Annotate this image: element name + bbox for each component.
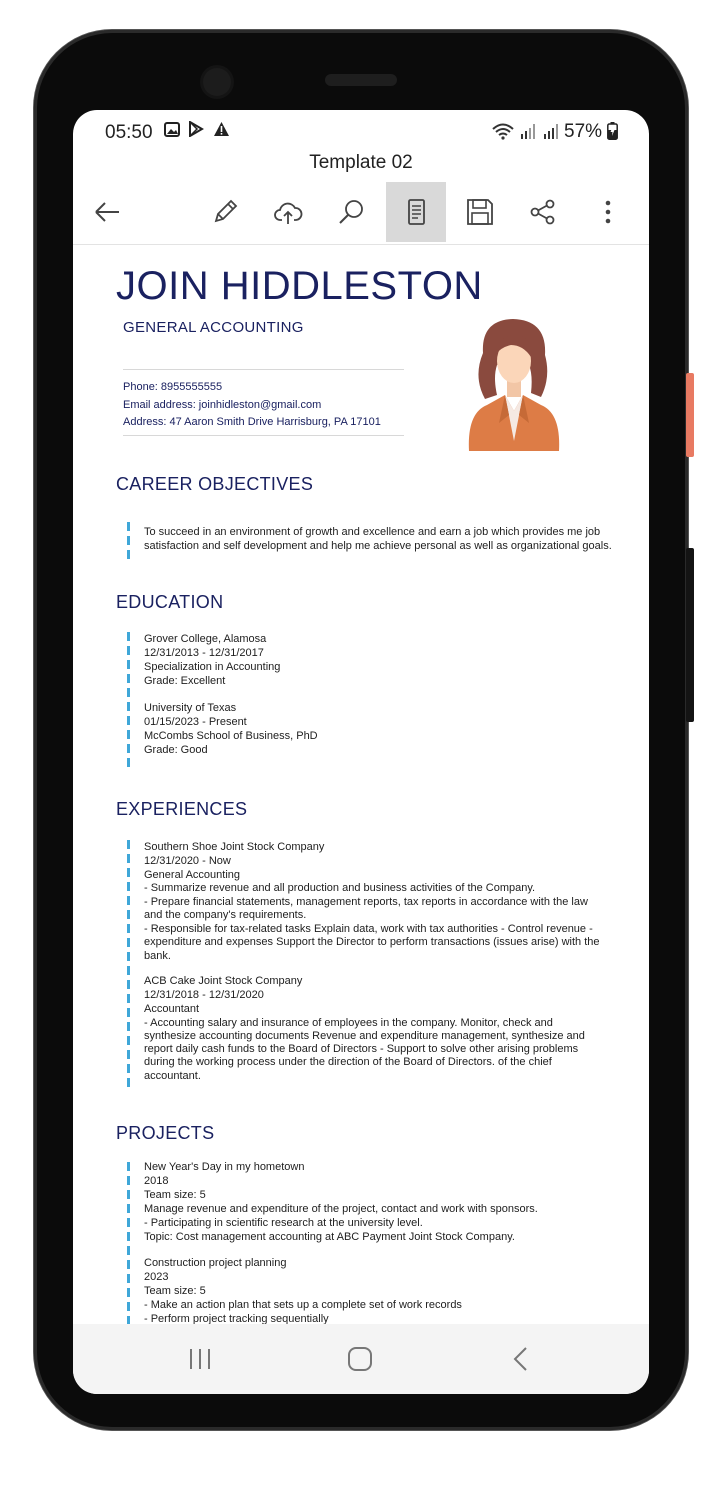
project-line: - Perform project tracking sequentially	[144, 1313, 329, 1324]
experience-line: Accountant	[144, 1003, 200, 1015]
edit-button[interactable]	[195, 182, 255, 242]
education-line: University of Texas	[144, 702, 237, 714]
warning-icon	[213, 121, 230, 137]
resume-document[interactable]	[73, 245, 649, 1324]
experience-line: - Accounting salary and insurance of employees in the company. Monitor, check and	[144, 1017, 553, 1029]
screen	[73, 110, 649, 1394]
play-store-icon	[188, 121, 204, 137]
experience-line: - Responsible for tax-related tasks Explain data, work with tax authorities - Control revenue -	[144, 923, 593, 935]
experience-line: expenditure and expenses Support the Director to perform transactions (issues arise) with the	[144, 936, 600, 948]
project-line: Team size: 5	[144, 1189, 206, 1201]
search-button[interactable]	[322, 182, 382, 242]
section-marker	[127, 632, 130, 769]
project-line: Construction project planning	[144, 1257, 287, 1269]
experience-line: - Prepare financial statements, management reports, tax reports in accordance with the law	[144, 896, 588, 908]
education-line: McCombs School of Business, PhD	[144, 730, 318, 742]
section-heading-projects: PROJECTS	[116, 1123, 215, 1143]
earpiece-speaker	[325, 74, 397, 86]
project-line: - Participating in scientific research at the university level.	[144, 1217, 423, 1229]
divider	[123, 435, 404, 436]
back-arrow-icon	[92, 197, 122, 227]
recent-apps-icon	[185, 1344, 215, 1374]
contact-phone: Phone: 8955555555	[123, 381, 223, 393]
status-battery	[564, 121, 618, 143]
status-bar	[73, 110, 649, 154]
status-signal-icons	[491, 122, 560, 145]
experience-line: accountant.	[144, 1070, 201, 1082]
experience-line: report daily cash funds to the Board of Directors - Support to solve other arising problems	[144, 1043, 579, 1055]
image-icon	[164, 122, 180, 137]
back-button[interactable]	[77, 182, 137, 242]
project-line: 2018	[144, 1175, 169, 1187]
contact-address: Address: 47 Aaron Smith Drive Harrisburg, PA 17101	[123, 416, 381, 428]
experience-line: during the working process under the direction of the Board of Directors. of the chief	[144, 1056, 552, 1068]
front-camera	[203, 68, 231, 96]
section-marker	[127, 840, 130, 1092]
toolbar	[73, 182, 649, 245]
section-heading-experiences: EXPERIENCES	[116, 799, 248, 819]
cloud-upload-icon	[273, 197, 303, 227]
experience-line: bank.	[144, 950, 171, 962]
share-icon	[528, 197, 558, 227]
upload-button[interactable]	[258, 182, 318, 242]
side-button	[686, 373, 694, 457]
education-line: 01/15/2023 - Present	[144, 716, 247, 728]
experience-line: - Summarize revenue and all production and business activities of the Company.	[144, 882, 536, 894]
section-heading-career: CAREER OBJECTIVES	[116, 474, 314, 494]
project-line: Manage revenue and expenditure of the project, contact and work with sponsors.	[144, 1203, 538, 1215]
battery-charging-icon	[607, 122, 618, 140]
project-line: Topic: Cost management accounting at ABC Payment Joint Stock Company.	[144, 1231, 515, 1243]
back-icon	[506, 1344, 536, 1374]
status-notification-icons	[164, 121, 230, 140]
experience-line: General Accounting	[144, 869, 241, 881]
career-objective-text: To succeed in an environment of growth and excellence and earn a job which provides me job satisfaction and self development and help me achieve personal as well as organizational goals.	[144, 526, 612, 552]
resume-name: JOIN HIDDLESTON	[116, 264, 483, 308]
resume-role: GENERAL ACCOUNTING	[123, 319, 304, 336]
experience-line: Southern Shoe Joint Stock Company	[144, 841, 325, 853]
battery-percent: 57%	[564, 121, 603, 142]
signal-icon	[519, 122, 537, 140]
project-line: 2023	[144, 1271, 169, 1283]
education-line: Grade: Excellent	[144, 675, 226, 687]
education-line: 12/31/2013 - 12/31/2017	[144, 647, 264, 659]
signal-icon	[542, 122, 560, 140]
share-button[interactable]	[513, 182, 573, 242]
page-view-icon	[401, 197, 431, 227]
section-marker	[127, 1162, 130, 1324]
recent-apps-button[interactable]	[170, 1336, 230, 1382]
project-line: - Make an action plan that sets up a complete set of work records	[144, 1299, 462, 1311]
education-line: Grover College, Alamosa	[144, 633, 267, 645]
system-nav-bar	[73, 1324, 649, 1394]
section-heading-education: EDUCATION	[116, 592, 224, 612]
page-view-button[interactable]	[386, 182, 446, 242]
more-vert-icon	[593, 197, 623, 227]
volume-button	[686, 548, 694, 722]
document-title: Template 02	[309, 152, 413, 173]
home-button[interactable]	[330, 1336, 390, 1382]
experience-line: ACB Cake Joint Stock Company	[144, 975, 303, 987]
project-line: New Year's Day in my hometown	[144, 1161, 305, 1173]
experience-line: 12/31/2020 - Now	[144, 855, 231, 867]
nav-back-button[interactable]	[491, 1336, 551, 1382]
home-icon	[345, 1344, 375, 1374]
save-button[interactable]	[450, 182, 510, 242]
contact-email: Email address: joinhidleston@gmail.com	[123, 399, 322, 411]
divider	[123, 369, 404, 370]
search-icon	[337, 197, 367, 227]
project-line: Team size: 5	[144, 1285, 206, 1297]
status-time: 05:50	[105, 122, 153, 143]
wifi-icon	[491, 122, 515, 140]
edit-pencil-icon	[210, 197, 240, 227]
section-marker	[127, 522, 130, 562]
more-options-button[interactable]	[578, 182, 638, 242]
education-line: Specialization in Accounting	[144, 661, 281, 673]
experience-line: 12/31/2018 - 12/31/2020	[144, 989, 264, 1001]
save-icon	[465, 197, 495, 227]
experience-line: and the company's requirements.	[144, 909, 307, 921]
avatar	[461, 315, 565, 451]
education-line: Grade: Good	[144, 744, 208, 756]
experience-line: synthesize accounting documents Revenue and expenditure management, synthesize and	[144, 1030, 585, 1042]
